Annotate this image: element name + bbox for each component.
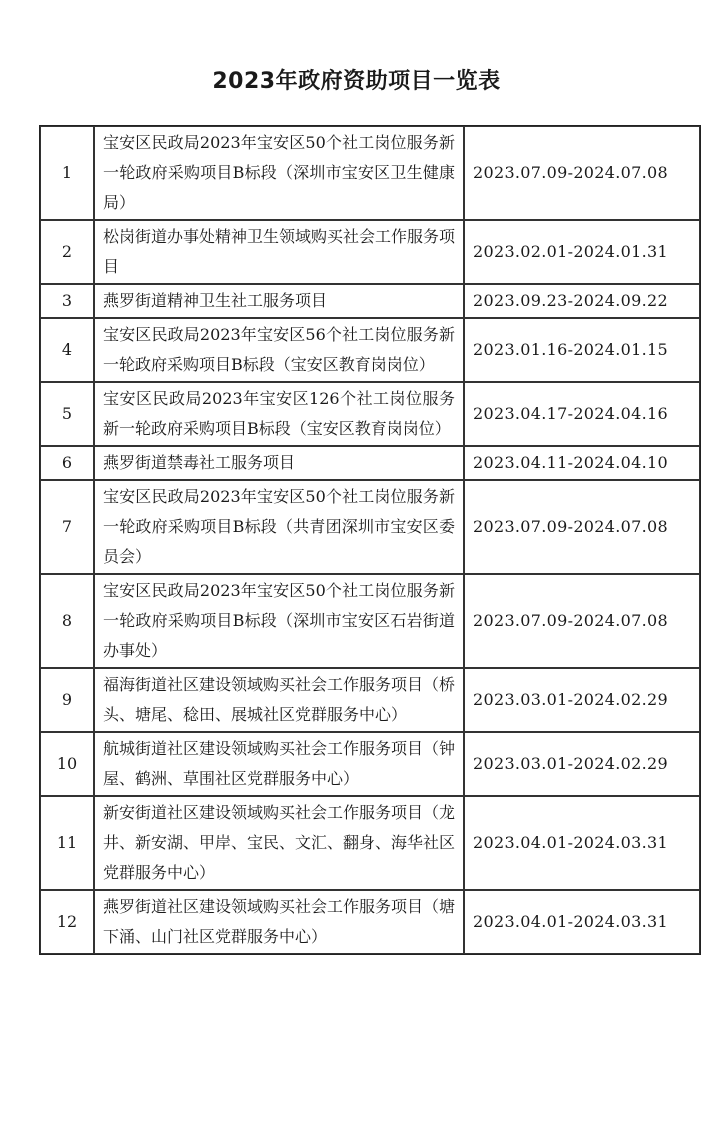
project-period-cell: 2023.03.01-2024.02.29 (464, 668, 700, 732)
project-period-cell: 2023.01.16-2024.01.15 (464, 318, 700, 382)
table-row (40, 318, 700, 382)
project-period-cell: 2023.07.09-2024.07.08 (464, 480, 700, 574)
row-number-cell: 2 (40, 220, 94, 284)
table-row (40, 480, 700, 574)
project-table (39, 125, 701, 955)
project-period-cell: 2023.07.09-2024.07.08 (464, 126, 700, 220)
project-period-cell: 2023.09.23-2024.09.22 (464, 284, 700, 318)
project-name-cell: 航城街道社区建设领域购买社会工作服务项目（钟屋、鹤洲、草围社区党群服务中心） (94, 732, 464, 796)
table-row (40, 574, 700, 668)
project-name-cell: 燕罗街道社区建设领域购买社会工作服务项目（塘下涌、山门社区党群服务中心） (94, 890, 464, 954)
row-number-cell: 4 (40, 318, 94, 382)
table-row (40, 796, 700, 890)
project-name-cell: 宝安区民政局2023年宝安区50个社工岗位服务新一轮政府采购项目B标段（深圳市宝安区石岩街道办事处） (94, 574, 464, 668)
project-period-cell: 2023.04.01-2024.03.31 (464, 796, 700, 890)
project-name-cell: 宝安区民政局2023年宝安区50个社工岗位服务新一轮政府采购项目B标段（共青团深圳市宝安区委员会） (94, 480, 464, 574)
row-number-cell: 5 (40, 382, 94, 446)
project-name-cell: 松岗街道办事处精神卫生领域购买社会工作服务项目 (94, 220, 464, 284)
project-period-cell: 2023.07.09-2024.07.08 (464, 574, 700, 668)
row-number-cell: 7 (40, 480, 94, 574)
project-period-cell: 2023.04.01-2024.03.31 (464, 890, 700, 954)
project-name-cell: 新安街道社区建设领域购买社会工作服务项目（龙井、新安湖、甲岸、宝民、文汇、翻身、海华社区党群服务中心） (94, 796, 464, 890)
project-name-cell: 宝安区民政局2023年宝安区56个社工岗位服务新一轮政府采购项目B标段（宝安区教育岗岗位） (94, 318, 464, 382)
row-number-cell: 12 (40, 890, 94, 954)
project-name-cell: 福海街道社区建设领域购买社会工作服务项目（桥头、塘尾、稔田、展城社区党群服务中心） (94, 668, 464, 732)
row-number-cell: 10 (40, 732, 94, 796)
row-number-cell: 11 (40, 796, 94, 890)
table-row (40, 446, 700, 480)
project-table-container (39, 125, 679, 955)
project-name-cell: 燕罗街道精神卫生社工服务项目 (94, 284, 464, 318)
row-number-cell: 1 (40, 126, 94, 220)
row-number-cell: 6 (40, 446, 94, 480)
table-row (40, 732, 700, 796)
row-number-cell: 3 (40, 284, 94, 318)
project-period-cell: 2023.04.11-2024.04.10 (464, 446, 700, 480)
page-title: 2023年政府资助项目一览表 (212, 69, 501, 94)
project-name-cell: 宝安区民政局2023年宝安区50个社工岗位服务新一轮政府采购项目B标段（深圳市宝安区卫生健康局） (94, 126, 464, 220)
project-period-cell: 2023.02.01-2024.01.31 (464, 220, 700, 284)
table-row (40, 284, 700, 318)
table-row (40, 126, 700, 220)
project-period-cell: 2023.03.01-2024.02.29 (464, 732, 700, 796)
project-period-cell: 2023.04.17-2024.04.16 (464, 382, 700, 446)
table-row (40, 382, 700, 446)
row-number-cell: 8 (40, 574, 94, 668)
project-name-cell: 宝安区民政局2023年宝安区126个社工岗位服务新一轮政府采购项目B标段（宝安区教育岗岗位） (94, 382, 464, 446)
table-row (40, 890, 700, 954)
table-row (40, 668, 700, 732)
table-row (40, 220, 700, 284)
row-number-cell: 9 (40, 668, 94, 732)
project-name-cell: 燕罗街道禁毒社工服务项目 (94, 446, 464, 480)
